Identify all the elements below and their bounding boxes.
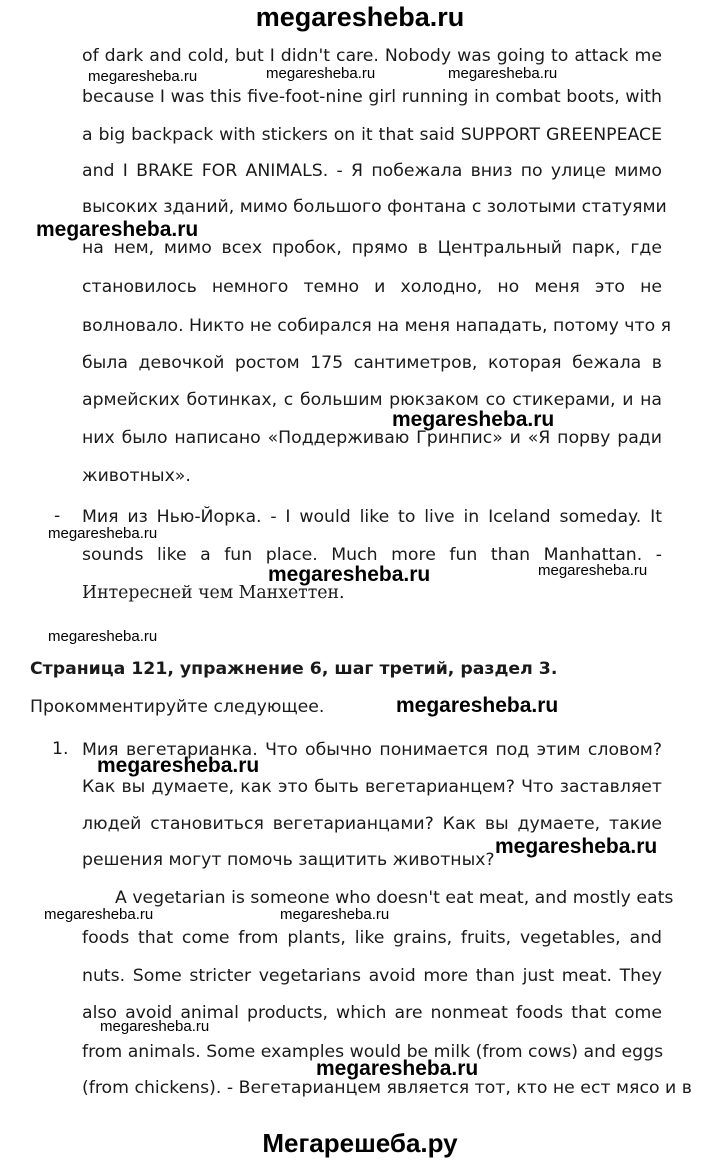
paragraph-line: на нем, мимо всех пробок, прямо в Центральный парк, где [82, 238, 662, 258]
watermark: megaresheba.ru [316, 1057, 479, 1080]
watermark: megaresheba.ru [495, 835, 658, 858]
site-footer: Мегарешеба.ру [262, 1128, 458, 1158]
watermark: megaresheba.ru [48, 525, 158, 542]
watermark: megaresheba.ru [36, 218, 199, 241]
question-line: решения могут помочь защитить животных? [82, 850, 495, 870]
watermark: megaresheba.ru [538, 562, 648, 579]
watermark: megaresheba.ru [396, 694, 559, 717]
question-line: Мия вегетарианка. Что обычно понимается под этим словом? [82, 740, 662, 760]
watermark: megaresheba.ru [392, 408, 555, 431]
watermark: megaresheba.ru [100, 1018, 210, 1035]
watermark: megaresheba.ru [448, 65, 558, 82]
watermark: megaresheba.ru [44, 906, 154, 923]
watermark: megaresheba.ru [97, 754, 260, 777]
answer-line: also avoid animal products, which are nonmeat foods that come [82, 1003, 662, 1023]
answer-line: nuts. Some stricter vegetarians avoid more than just meat. They [82, 966, 662, 986]
section-instruction: Прокомментируйте следующее. [30, 697, 325, 717]
question-line: Как вы думаете, как это быть вегетарианцем? Что заставляет [82, 777, 662, 797]
answer-line: A vegetarian is someone who doesn't eat meat, and mostly eats [115, 888, 674, 908]
question-line: людей становиться вегетарианцами? Как вы думаете, такие [82, 814, 662, 834]
watermark: megaresheba.ru [280, 906, 390, 923]
answer-line: from animals. Some examples would be milk (from cows) and eggs [82, 1042, 664, 1062]
paragraph-line: них было написано «Поддерживаю Гринпис» и «Я порву ради [82, 428, 662, 448]
answer-line: (from chickens). - Вегетарианцем является тот, кто не ест мясо и в [82, 1078, 692, 1098]
watermark: megaresheba.ru [88, 68, 198, 85]
watermark: megaresheba.ru [266, 65, 376, 82]
paragraph-line: животных». [82, 466, 191, 486]
watermark: megaresheba.ru [48, 628, 158, 645]
site-header: megaresheba.ru [255, 2, 465, 32]
watermark: megaresheba.ru [268, 563, 431, 586]
paragraph-line: a big backpack with stickers on it that said SUPPORT GREENPEACE [82, 125, 662, 145]
bullet-line: Мия из Нью-Йорка. - I would like to live in Iceland someday. It [82, 507, 662, 527]
paragraph-line: because I was this five-foot-nine girl running in combat boots, with [82, 87, 662, 107]
paragraph-line: высоких зданий, мимо большого фонтана с золотыми статуями [82, 197, 667, 217]
answer-line: foods that come from plants, like grains, fruits, vegetables, and [82, 928, 662, 948]
paragraph-line: становилось немного темно и холодно, но меня это не [82, 277, 662, 297]
question-number: 1. [52, 739, 69, 759]
paragraph-line: of dark and cold, but I didn't care. Nobody was going to attack me [82, 46, 662, 66]
bullet-line: sounds like a fun place. Much more fun than Manhattan. - [82, 545, 662, 565]
paragraph-line: волновало. Никто не собирался на меня нападать, потому что я [82, 316, 672, 336]
paragraph-line: and I BRAKE FOR ANIMALS. - Я побежала вниз по улице мимо [82, 161, 662, 181]
bullet-marker: - [54, 506, 61, 526]
paragraph-line: армейских ботинках, с большим рюкзаком со стикерами, и на [82, 390, 662, 410]
bullet-line: Интересней чем Манхеттен. [82, 583, 345, 603]
section-heading: Страница 121, упражнение 6, шаг третий, раздел 3. [30, 659, 558, 679]
paragraph-line: была девочкой ростом 175 сантиметров, которая бежала в [82, 353, 662, 373]
